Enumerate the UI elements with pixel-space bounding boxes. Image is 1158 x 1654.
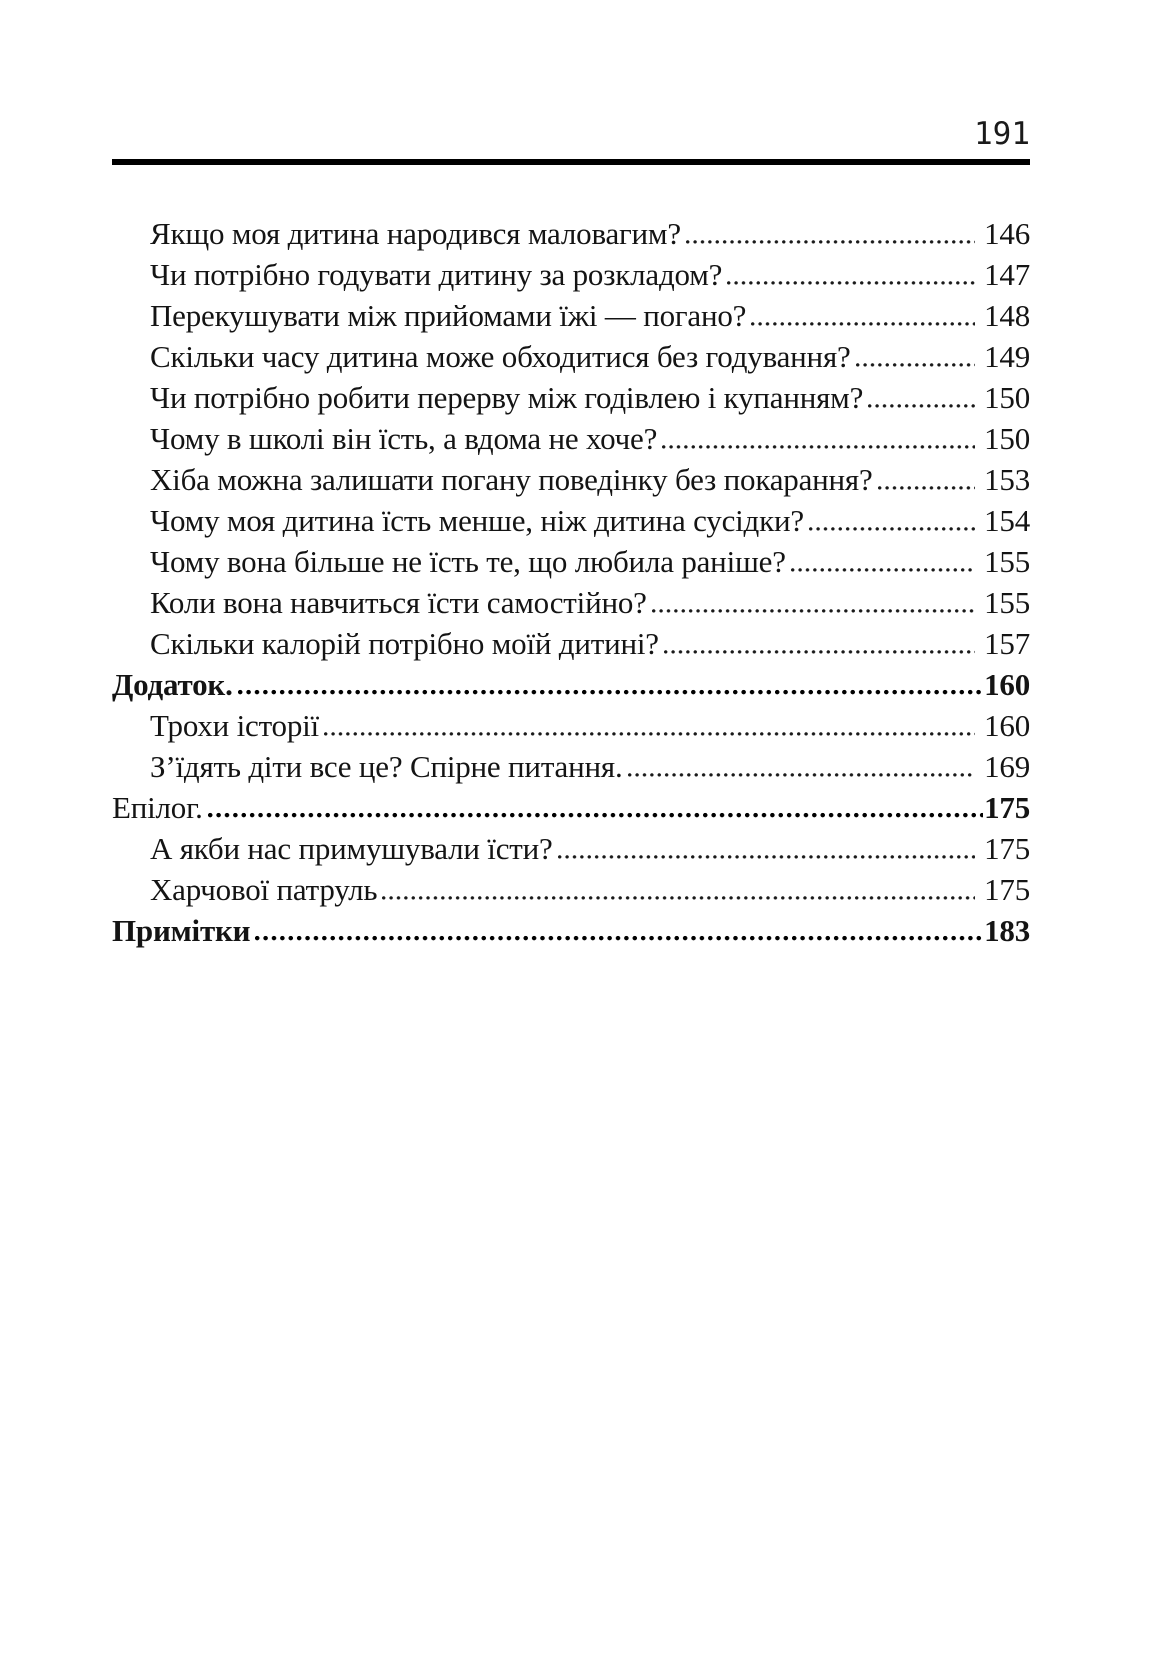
toc-entry-label: А якби нас примушували їсти? — [150, 831, 553, 866]
dot-leader — [868, 403, 975, 408]
dot-leader — [238, 689, 983, 695]
toc-entry-page: 155 — [984, 544, 1030, 579]
toc-entry-page: 149 — [984, 339, 1030, 374]
dot-leader — [628, 772, 976, 777]
toc-entry — [112, 746, 1030, 787]
toc-entry-label: Чи потрібно робити перерву між годівлею і купанням? — [150, 380, 864, 415]
toc-entry-page: 175 — [984, 790, 1030, 825]
toc-entry — [112, 213, 1030, 254]
dot-leader — [809, 526, 975, 531]
dot-leader — [664, 649, 975, 654]
dot-leader — [662, 444, 975, 449]
toc-entry-page: 146 — [984, 216, 1030, 251]
toc-entry-label: Епілог. — [112, 790, 203, 825]
dot-leader — [878, 485, 976, 490]
header-page-number: 191 — [974, 116, 1030, 152]
dot-leader — [856, 362, 976, 367]
toc-entry-page: 175 — [984, 831, 1030, 866]
toc-entry-page: 169 — [984, 749, 1030, 784]
dot-leader — [686, 239, 975, 244]
toc-entry — [112, 582, 1030, 623]
toc-entry — [112, 787, 1030, 828]
dot-leader — [791, 567, 975, 572]
toc-entry — [112, 869, 1030, 910]
toc-entry-label: Скільки часу дитина може обходитися без годування? — [150, 339, 851, 374]
toc-entry-label: Примітки — [112, 913, 251, 948]
toc-entry — [112, 418, 1030, 459]
header-divider — [112, 159, 1030, 165]
toc-entry — [112, 254, 1030, 295]
toc-entry-page: 175 — [984, 872, 1030, 907]
toc-entry-label: Якщо моя дитина народився маловагим? — [150, 216, 681, 251]
table-of-contents — [112, 213, 1030, 951]
toc-entry-page: 148 — [984, 298, 1030, 333]
toc-entry — [112, 377, 1030, 418]
dot-leader — [382, 895, 975, 900]
toc-entry-page: 183 — [984, 913, 1030, 948]
toc-entry-label: З’їдять діти все це? Спірне питання. — [150, 749, 623, 784]
toc-entry — [112, 664, 1030, 705]
dot-leader — [751, 321, 975, 326]
toc-entry-label: Хіба можна залишати погану поведінку без покарання? — [150, 462, 873, 497]
toc-entry — [112, 500, 1030, 541]
dot-leader — [652, 608, 975, 613]
toc-entry — [112, 295, 1030, 336]
toc-entry-page: 147 — [984, 257, 1030, 292]
toc-entry-page: 150 — [984, 421, 1030, 456]
toc-entry-page: 154 — [984, 503, 1030, 538]
dot-leader — [727, 280, 975, 285]
toc-entry — [112, 828, 1030, 869]
toc-entry — [112, 910, 1030, 951]
toc-entry-label: Трохи історії — [150, 708, 319, 743]
toc-entry-page: 160 — [984, 708, 1030, 743]
toc-entry-label: Перекушувати між прийомами їжі — погано? — [150, 298, 747, 333]
dot-leader — [255, 935, 983, 941]
toc-entry-page: 153 — [984, 462, 1030, 497]
toc-entry-label: Чи потрібно годувати дитину за розкладом? — [150, 257, 723, 292]
dot-leader — [558, 854, 976, 859]
toc-entry — [112, 336, 1030, 377]
toc-entry — [112, 541, 1030, 582]
toc-entry-page: 157 — [984, 626, 1030, 661]
page-header — [112, 118, 1030, 150]
toc-entry-label: Додаток. — [112, 667, 233, 702]
toc-entry-label: Чому вона більше не їсть те, що любила раніше? — [150, 544, 786, 579]
toc-entry-label: Чому в школі він їсть, а вдома не хоче? — [150, 421, 658, 456]
toc-entry-label: Коли вона навчиться їсти самостійно? — [150, 585, 647, 620]
toc-entry-label: Харчової патруль — [150, 872, 378, 907]
toc-entry-page: 160 — [984, 667, 1030, 702]
toc-entry-label: Чому моя дитина їсть менше, ніж дитина сусідки? — [150, 503, 804, 538]
toc-entry — [112, 623, 1030, 664]
toc-entry-label: Скільки калорій потрібно моїй дитині? — [150, 626, 659, 661]
dot-leader — [324, 731, 975, 736]
toc-entry-page: 150 — [984, 380, 1030, 415]
toc-entry — [112, 459, 1030, 500]
toc-entry-page: 155 — [984, 585, 1030, 620]
toc-entry — [112, 705, 1030, 746]
dot-leader — [208, 812, 983, 818]
